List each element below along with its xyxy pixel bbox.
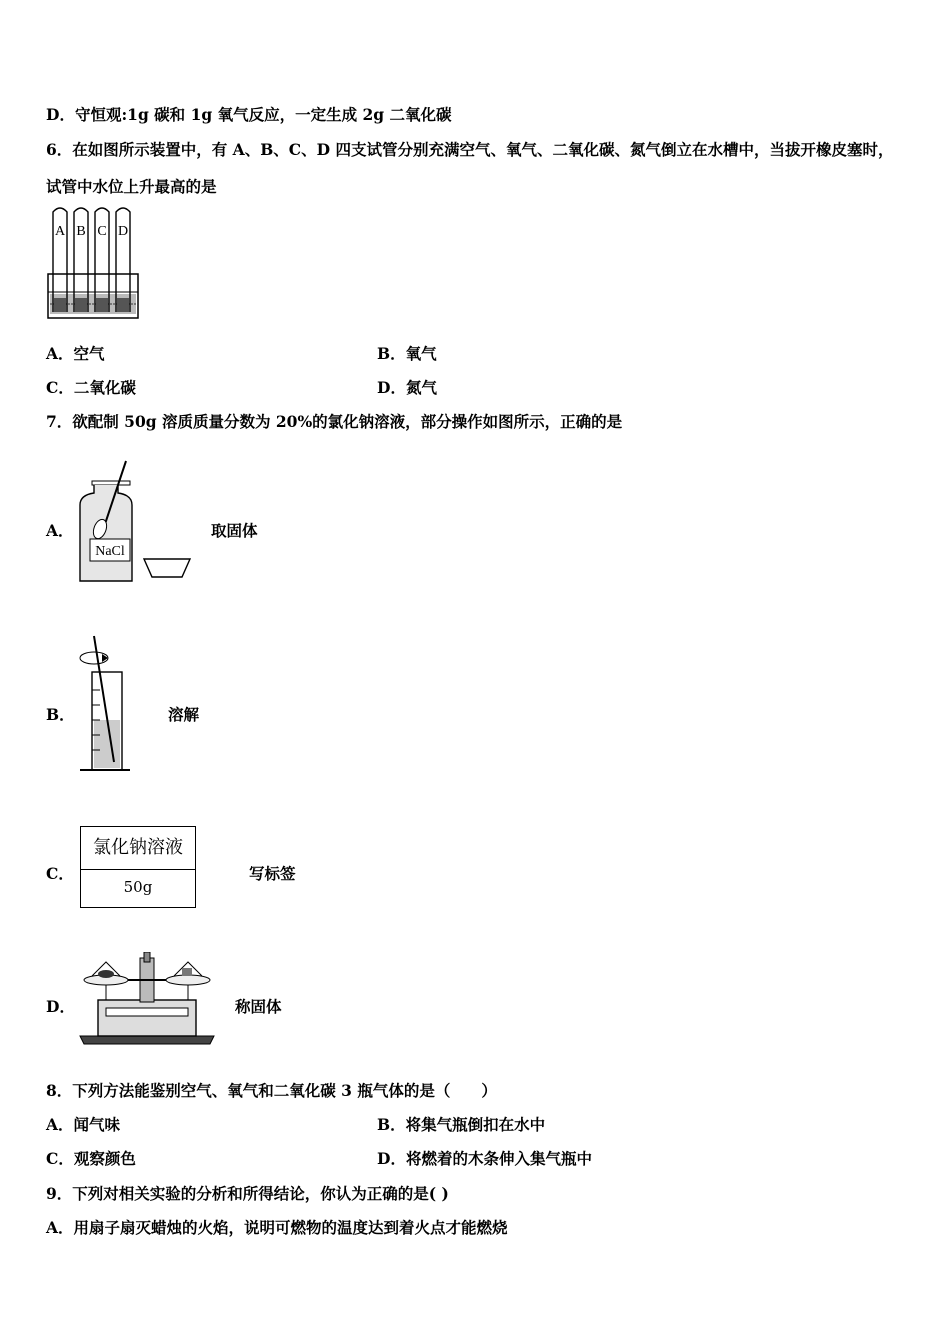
q8-option-c[interactable]: C．观察颜色 [46, 1149, 136, 1168]
q5-option-d: D．守恒观:1g 碳和 1g 氧气反应，一定生成 2g 二氧化碳 [46, 105, 452, 124]
tube-label-c: C [97, 224, 107, 239]
q7-option-a-letter[interactable]: A． [46, 521, 74, 540]
tube-label-b: B [76, 224, 86, 239]
q6-option-c[interactable]: C．二氧化碳 [46, 378, 136, 397]
q7-option-c-caption: 写标签 [249, 864, 296, 883]
q6-option-b[interactable]: B．氧气 [377, 344, 437, 363]
tube-label-d: D [117, 224, 129, 239]
q7-option-b-letter[interactable]: B． [46, 705, 75, 724]
q6-option-a[interactable]: A．空气 [46, 344, 105, 363]
q7-option-d-letter[interactable]: D． [46, 997, 75, 1016]
q7a-reagent-bottle-figure [78, 455, 194, 585]
q9-stem: 9．下列对相关实验的分析和所得结论，你认为正确的是( ) [46, 1184, 449, 1203]
q7-option-d-caption: 称固体 [235, 997, 282, 1016]
label-card-line1: 氯化钠溶液 [81, 827, 195, 870]
q8-option-d[interactable]: D．将燃着的木条伸入集气瓶中 [377, 1149, 592, 1168]
q7b-cylinder-stirring-figure [72, 630, 142, 780]
q7c-label-card [80, 826, 196, 908]
label-card-line2: 50g [123, 878, 153, 896]
q6-option-d[interactable]: D．氮气 [377, 378, 437, 397]
q7-option-c-letter[interactable]: C． [46, 864, 74, 883]
q6-stem-line1: 6．在如图所示装置中，有 A、B、C、D 四支试管分别充满空气、氧气、二氧化碳、氮气倒立在水槽中，当拔开橡皮塞时， [46, 140, 894, 159]
tube-label-a: A [54, 224, 66, 239]
q8-option-b[interactable]: B．将集气瓶倒扣在水中 [377, 1115, 546, 1134]
q6-stem-line2: 试管中水位上升最高的是 [46, 177, 217, 196]
q9-option-a[interactable]: A．用扇子扇灭蜡烛的火焰，说明可燃物的温度达到着火点才能燃烧 [46, 1218, 508, 1237]
q8-stem: 8．下列方法能鉴别空气、氧气和二氧化碳 3 瓶气体的是（ ） [46, 1081, 497, 1100]
q7d-balance-figure [76, 952, 218, 1048]
nacl-bottle-label: NaCl [95, 544, 125, 559]
q8-option-a[interactable]: A．闻气味 [46, 1115, 121, 1134]
q7-option-a-caption: 取固体 [211, 521, 258, 540]
q7-stem: 7．欲配制 50g 溶质质量分数为 20%的氯化钠溶液，部分操作如图所示，正确的是 [46, 412, 623, 431]
q7-option-b-caption: 溶解 [168, 705, 200, 724]
q6-test-tube-figure [46, 204, 142, 320]
